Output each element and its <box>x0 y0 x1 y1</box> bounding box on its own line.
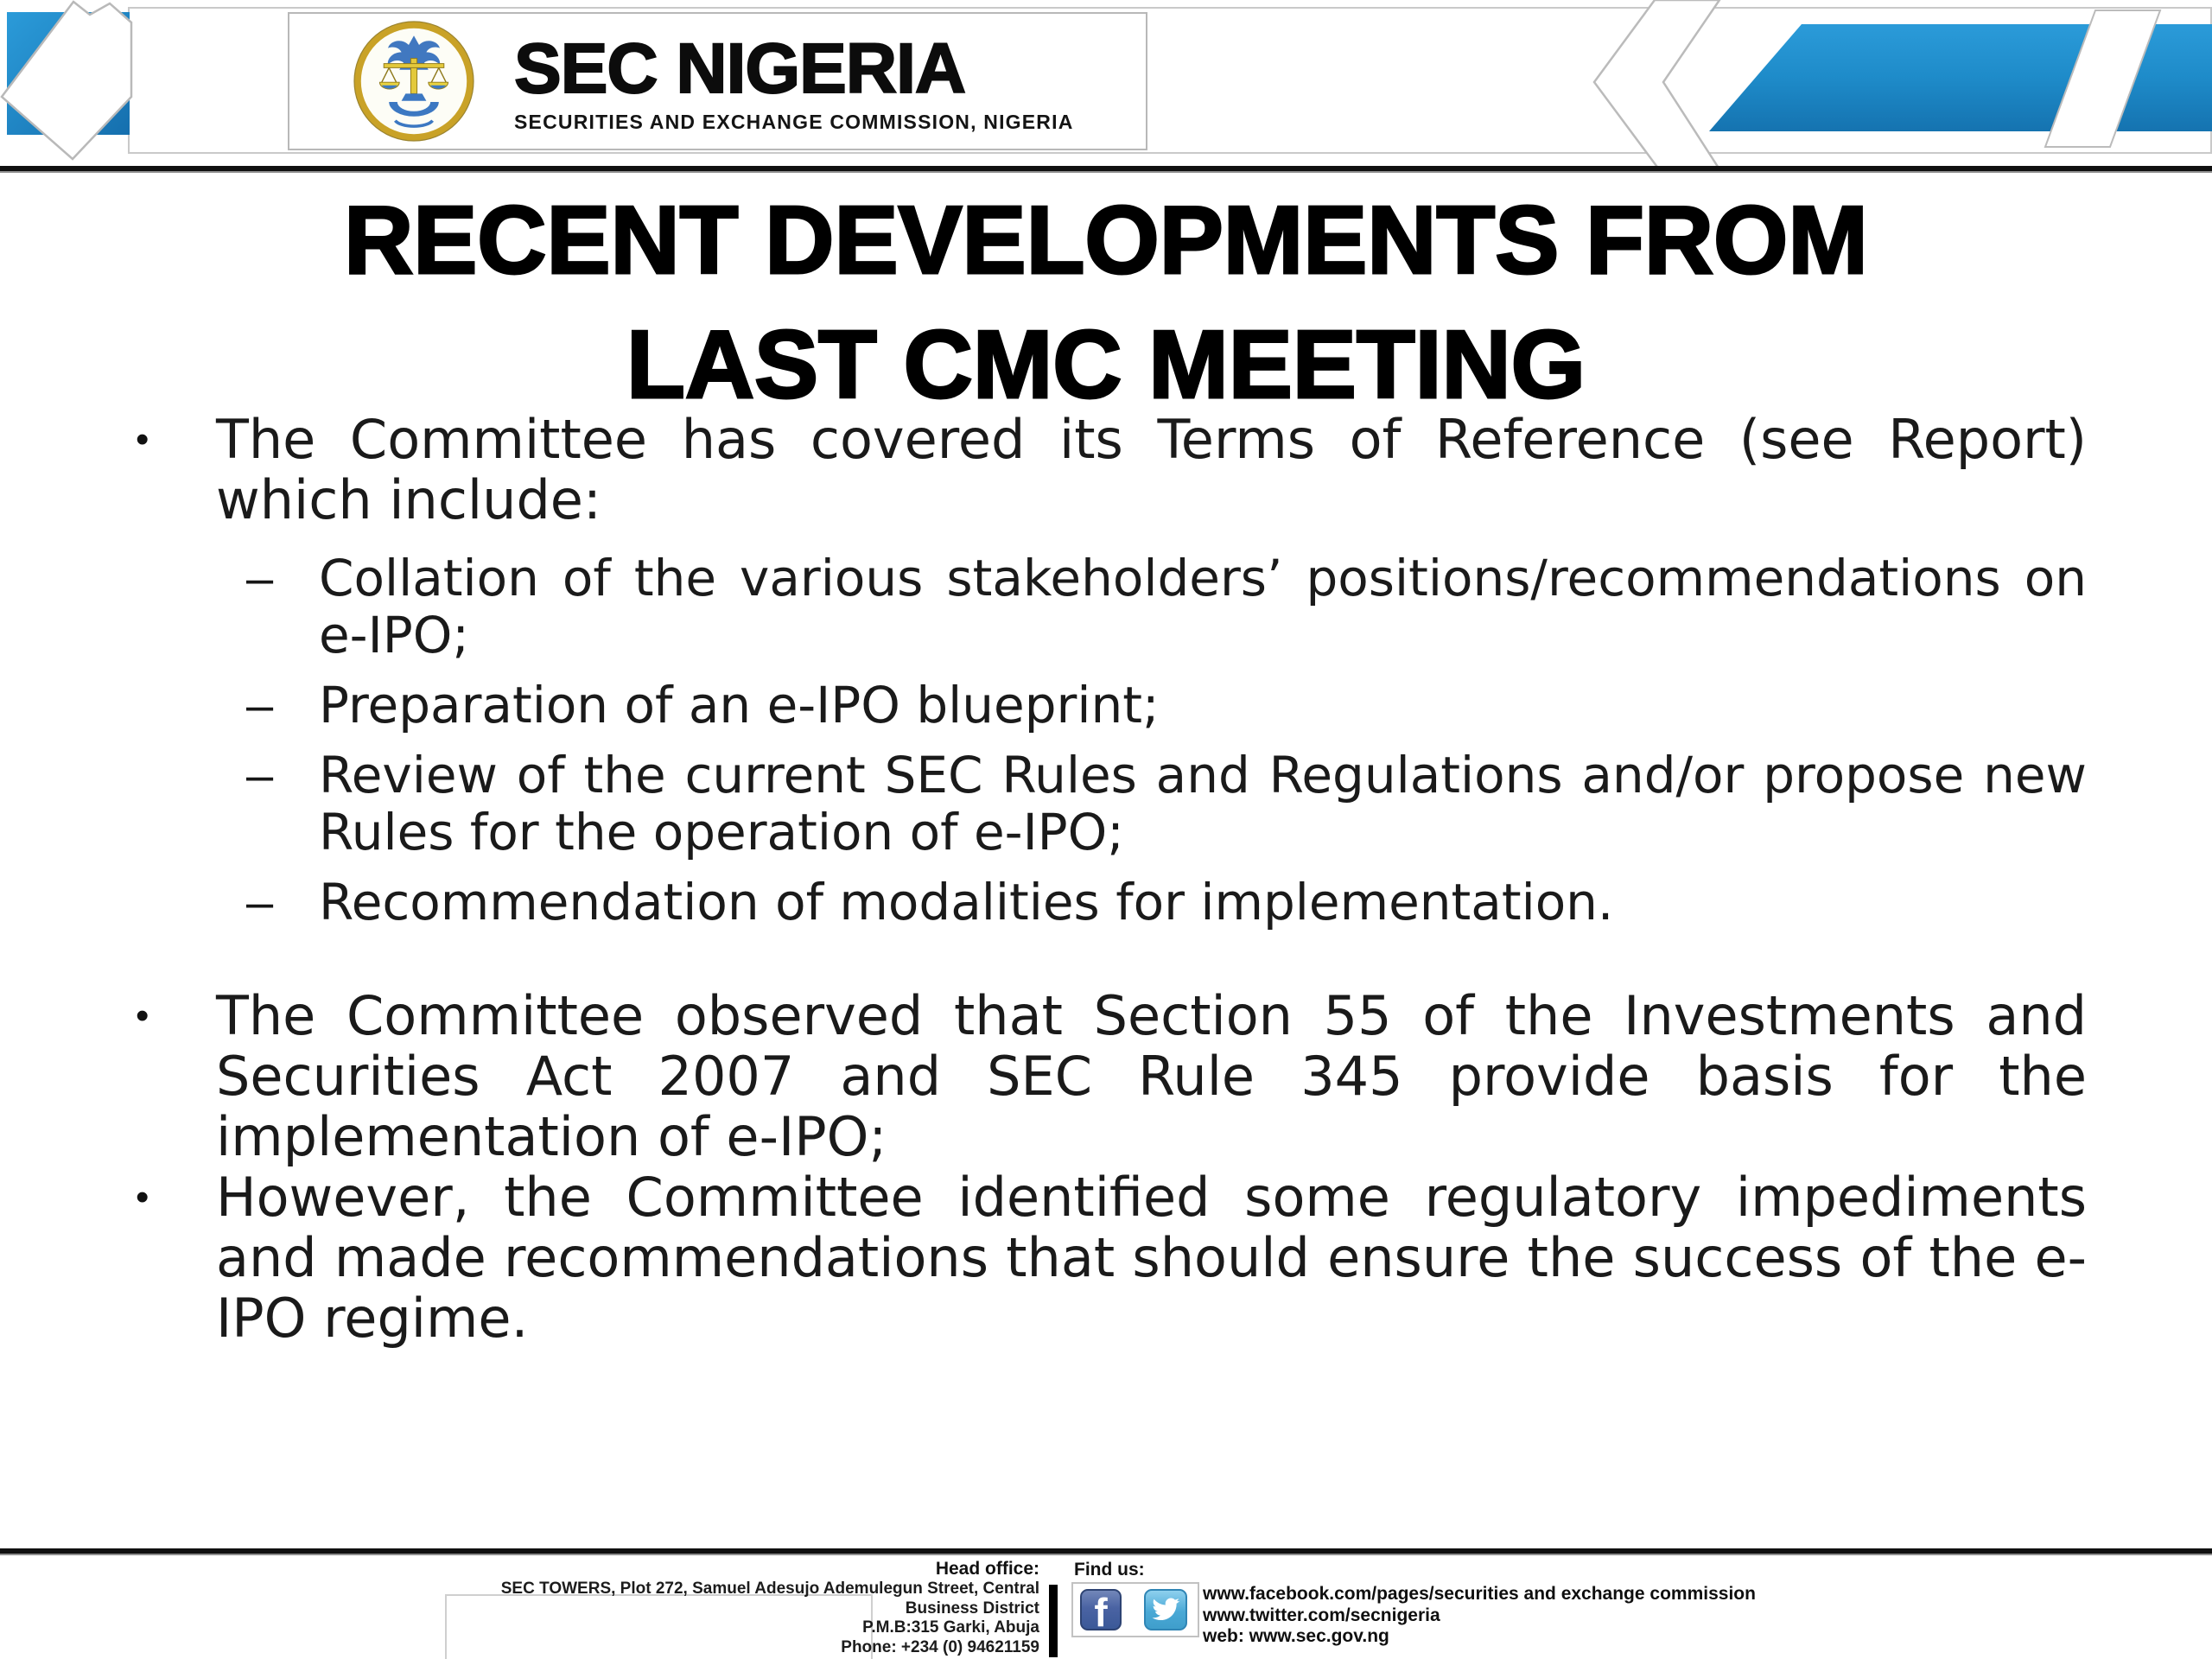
bullet-item-2 <box>134 986 2087 1167</box>
bullet-text: The Committee observed that Section 55 of the Investments and Securities Act 2007 and SEC Rule 345 provide basis for the implementation of e-IPO; <box>216 984 2087 1168</box>
title-line-2: LAST CMC MEETING <box>626 311 1586 418</box>
twitter-icon[interactable] <box>1144 1589 1187 1630</box>
dash-marker: – <box>246 677 274 732</box>
header-divider <box>0 166 2212 173</box>
bullet-marker: • <box>136 418 149 461</box>
bullet-text: However, the Committee identified some regulatory impediments and made recommendations that should ensure the success of the e-IPO regime. <box>216 1166 2087 1350</box>
sub-bullet-text: Preparation of an e-IPO blueprint; <box>319 676 1160 734</box>
title-line-1: RECENT DEVELOPMENTS FROM <box>344 187 1868 294</box>
left-ribbon-decoration <box>0 0 259 216</box>
sub-bullet-text: Recommendation of modalities for implementation. <box>319 873 1614 931</box>
website-link[interactable]: web: www.sec.gov.ng <box>1203 1626 1389 1646</box>
bullet-list <box>134 410 2087 1349</box>
address-line: Business District <box>905 1599 1039 1618</box>
logo-box <box>288 12 1147 150</box>
logo-text <box>514 29 1074 134</box>
footer-separator-bar <box>1049 1585 1058 1657</box>
head-office-label: Head office: <box>935 1559 1039 1579</box>
bullet-marker: • <box>136 1176 149 1218</box>
social-icons-box <box>1071 1582 1199 1637</box>
sub-bullet-item-1 <box>246 550 2087 664</box>
sec-nigeria-crest-icon <box>352 19 476 143</box>
sub-bullet-item-4 <box>246 874 2087 931</box>
social-links <box>1203 1584 1756 1648</box>
sub-bullet-item-3 <box>246 747 2087 861</box>
facebook-icon[interactable] <box>1080 1589 1122 1630</box>
right-ribbon-decoration <box>1581 0 2212 173</box>
bullet-text: The Committee has covered its Terms of Reference (see Report) which include: <box>216 408 2087 531</box>
facebook-f-glyph: f <box>1094 1589 1108 1630</box>
footer-divider <box>0 1548 2212 1555</box>
dash-marker: – <box>246 747 274 802</box>
logo-title: SEC NIGERIA <box>514 29 966 108</box>
sub-bullet-item-2 <box>246 677 2087 734</box>
address-line: Phone: +234 (0) 94621159 <box>841 1637 1039 1656</box>
sub-bullet-list <box>246 550 2087 931</box>
find-us-label: Find us: <box>1074 1560 1145 1580</box>
dash-marker: – <box>246 874 274 929</box>
bullet-marker: • <box>136 995 149 1037</box>
logo-subtitle: SECURITIES AND EXCHANGE COMMISSION, NIGERIA <box>514 110 1074 133</box>
page-title <box>0 178 2212 427</box>
bullet-item-3 <box>134 1167 2087 1349</box>
address-line: P.M.B:315 Garki, Abuja <box>862 1618 1039 1637</box>
address-line: SEC TOWERS, Plot 272, Samuel Adesujo Ademulegun Street, Central <box>500 1580 1039 1598</box>
sub-bullet-text: Review of the current SEC Rules and Regulations and/or propose new Rules for the operation of e-IPO; <box>319 746 2087 861</box>
twitter-bird-icon <box>1149 1595 1182 1624</box>
head-office-address <box>363 1559 1039 1657</box>
bullet-item-1 <box>134 410 2087 531</box>
white-chevron-shape <box>1594 0 1719 169</box>
sub-bullet-text: Collation of the various stakeholders’ positions/recommendations on e-IPO; <box>319 549 2087 664</box>
dash-marker: – <box>246 550 274 605</box>
facebook-link[interactable]: www.facebook.com/pages/securities and exchange commission <box>1203 1584 1756 1604</box>
twitter-link[interactable]: www.twitter.com/secnigeria <box>1203 1605 1440 1625</box>
